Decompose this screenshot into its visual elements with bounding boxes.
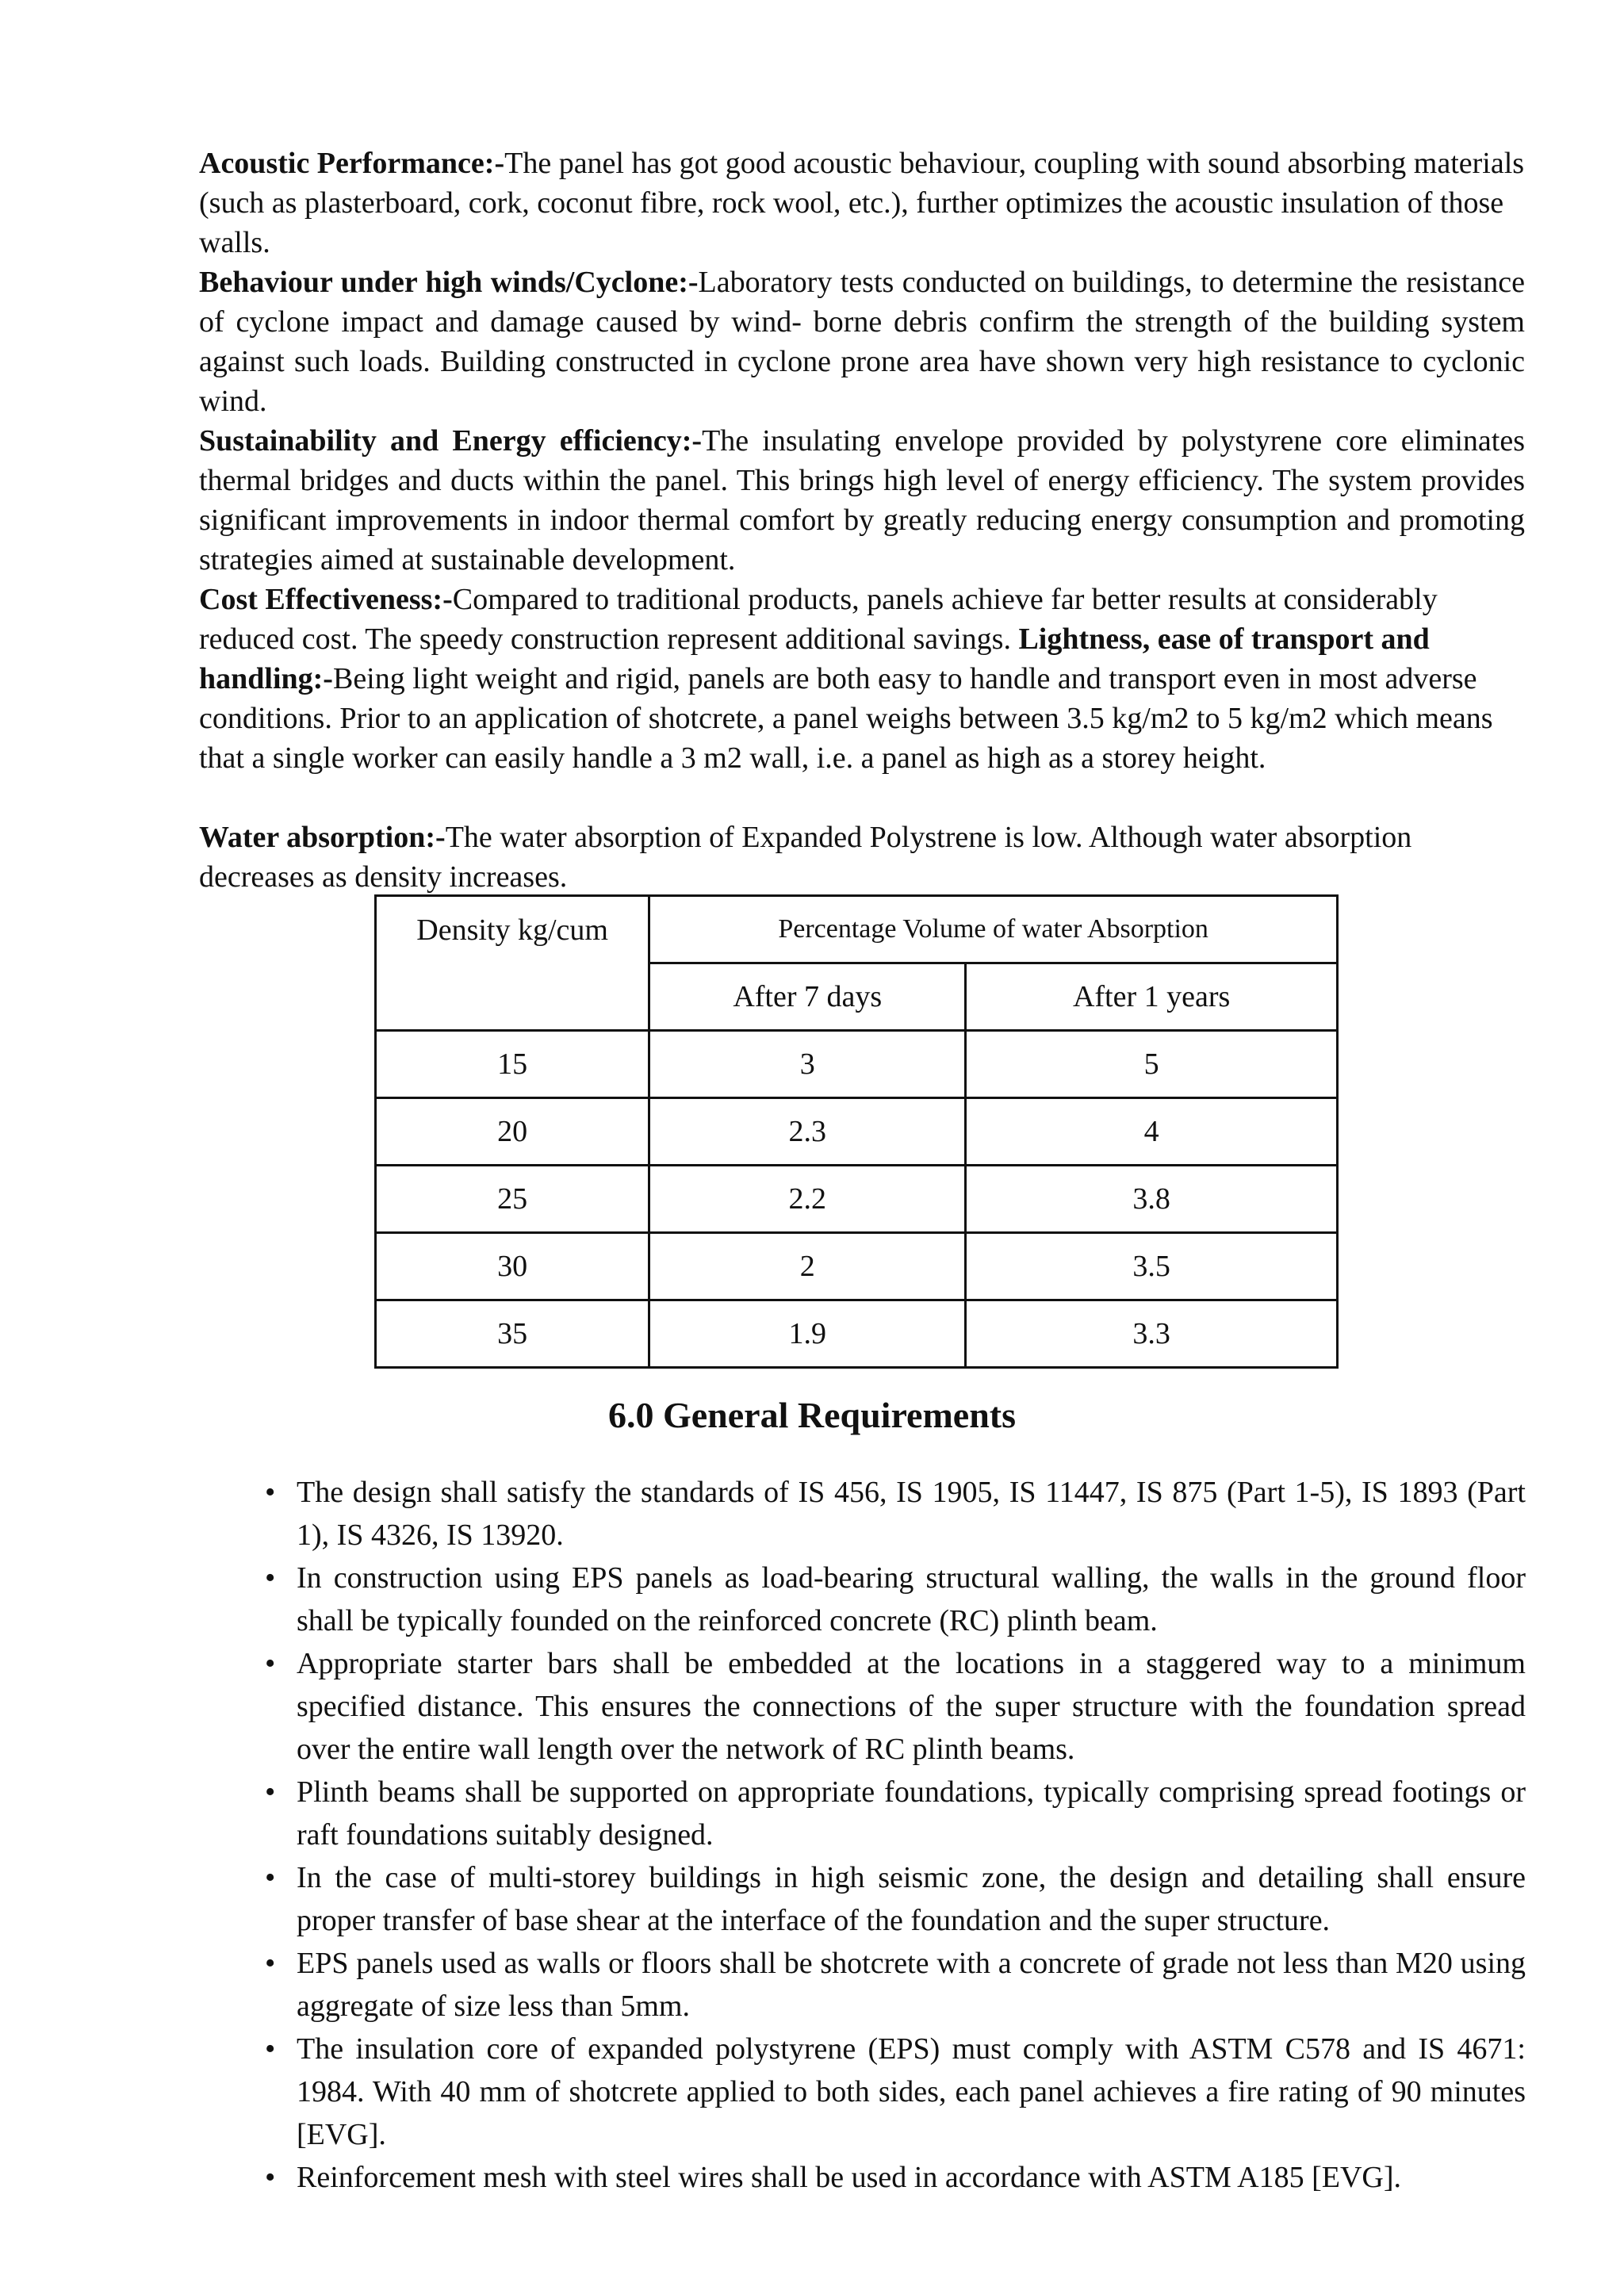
table-row	[376, 1166, 1338, 1233]
bullet-icon: •	[265, 1947, 276, 1980]
bullet-icon: •	[265, 1561, 276, 1595]
list-item	[247, 1471, 1526, 1557]
header-density: Density kg/cum	[376, 896, 649, 1031]
cell-1year: 5	[966, 1031, 1338, 1098]
acoustic-text: The panel has got good acoustic behaviour, coupling with sound absorbing materials (such as plasterboard, cork, coconut fibre, rock wool, etc.), further optimizes the acoustic insulation of those walls.	[199, 147, 1525, 259]
cell-1year: 4	[966, 1098, 1338, 1166]
list-item-text: Plinth beams shall be supported on appropriate foundations, typically comprising spread footings or raft foundations suitably designed.	[297, 1775, 1526, 1852]
cell-7days: 2.2	[649, 1166, 966, 1233]
list-item	[247, 1642, 1526, 1771]
list-item-text: In the case of multi-storey buildings in high seismic zone, the design and detailing shall ensure proper transfer of base shear at the interface of the foundation and the super structure.	[297, 1861, 1526, 1937]
requirements-list	[247, 1471, 1526, 2199]
cell-7days: 2.3	[649, 1098, 966, 1166]
cell-1year: 3.8	[966, 1166, 1338, 1233]
header-1year: After 1 years	[966, 963, 1338, 1031]
water-paragraph	[199, 818, 1525, 897]
list-item	[247, 2028, 1526, 2156]
list-item-text: The design shall satisfy the standards of IS 456, IS 1905, IS 11447, IS 875 (Part 1-5), IS 1893 (Part 1), IS 4326, IS 13920.	[297, 1476, 1526, 1552]
cost-paragraph	[199, 580, 1525, 778]
list-item	[247, 1557, 1526, 1642]
bullet-icon: •	[265, 1861, 276, 1894]
list-item-text: The insulation core of expanded polystyrene (EPS) must comply with ASTM C578 and IS 4671: 1984. With 40 mm of shotcrete applied to both sides, each panel achieves a fire rating of 90 minutes [EVG].	[297, 2032, 1526, 2151]
list-item	[247, 1856, 1526, 1942]
bullet-icon: •	[265, 1647, 276, 1680]
bullet-icon: •	[265, 2161, 276, 2194]
winds-text: Laboratory tests conducted on buildings, to determine the resistance of cyclone impact and damage caused by wind- borne debris confirm the strength of the building system against such loads. Building constructed in cyclone prone area have shown very high resistance to cyclonic wind.	[199, 266, 1526, 418]
bullet-icon: •	[265, 1476, 276, 1509]
cell-density: 35	[376, 1300, 649, 1368]
section-title: 6.0 General Requirements	[607, 1395, 1017, 1435]
table-header-row	[376, 896, 1338, 963]
cell-7days: 2	[649, 1233, 966, 1300]
cell-density: 15	[376, 1031, 649, 1098]
water-text: The water absorption of Expanded Polystrene is low. Although water absorption decreases as density increases.	[199, 821, 1412, 894]
cost-heading: Cost Effectiveness:-	[199, 583, 453, 616]
lightness-heading: Lightness, ease of transport and handling:-	[199, 622, 1430, 695]
cell-7days: 1.9	[649, 1300, 966, 1368]
water-absorption-table	[374, 894, 1339, 1369]
bullet-icon: •	[265, 1775, 276, 1809]
list-item-text: Appropriate starter bars shall be embedded at the locations in a staggered way to a minimum specified distance. This ensures the connections of the super structure with the foundation spread over the entire wall length over the network of RC plinth beams.	[297, 1647, 1526, 1766]
table-row	[376, 1300, 1338, 1368]
cell-1year: 3.3	[966, 1300, 1338, 1368]
list-item-text: Reinforcement mesh with steel wires shall be used in accordance with ASTM A185 [EVG].	[297, 2161, 1401, 2194]
table-row	[376, 1098, 1338, 1166]
bullet-icon: •	[265, 2032, 276, 2066]
sustainability-text: The insulating envelope provided by polystyrene core eliminates thermal bridges and ducts within the panel. This brings high level of energy efficiency. The system provides significant improvements in indoor thermal comfort by greatly reducing energy consumption and promoting strategies aimed at sustainable development.	[199, 424, 1525, 576]
cell-density: 25	[376, 1166, 649, 1233]
lightness-text: Being light weight and rigid, panels are both easy to handle and transport even in most adverse conditions. Prior to an application of shotcrete, a panel weighs between 3.5 kg/m2 to 5 kg/m2 which means that a single worker can easily handle a 3 m2 wall, i.e. a panel as high as a storey height.	[199, 662, 1493, 775]
table-row	[376, 1031, 1338, 1098]
list-item-text: EPS panels used as walls or floors shall be shotcrete with a concrete of grade not less than M20 using aggregate of size less than 5mm.	[297, 1947, 1526, 2023]
cost-text: Compared to traditional products, panels achieve far better results at considerably reduced cost. The speedy construction represent additional savings.	[199, 583, 1438, 656]
list-item	[247, 1942, 1526, 2028]
sustainability-paragraph	[199, 421, 1525, 580]
cell-density: 20	[376, 1098, 649, 1166]
acoustic-heading: Acoustic Performance:-	[199, 147, 505, 180]
cell-density: 30	[376, 1233, 649, 1300]
sustainability-heading: Sustainability and Energy efficiency:-	[199, 424, 703, 458]
list-item	[247, 2156, 1526, 2199]
header-percentage: Percentage Volume of water Absorption	[649, 896, 1338, 963]
winds-paragraph	[199, 262, 1525, 421]
water-heading: Water absorption:-	[199, 821, 446, 854]
list-item-text: In construction using EPS panels as load-bearing structural walling, the walls in the ground floor shall be typically founded on the reinforced concrete (RC) plinth beam.	[297, 1561, 1526, 1637]
cell-1year: 3.5	[966, 1233, 1338, 1300]
cell-7days: 3	[649, 1031, 966, 1098]
table-row	[376, 1233, 1338, 1300]
header-7days: After 7 days	[649, 963, 966, 1031]
acoustic-paragraph	[199, 144, 1525, 262]
winds-heading: Behaviour under high winds/Cyclone:-	[199, 266, 699, 299]
list-item	[247, 1771, 1526, 1856]
